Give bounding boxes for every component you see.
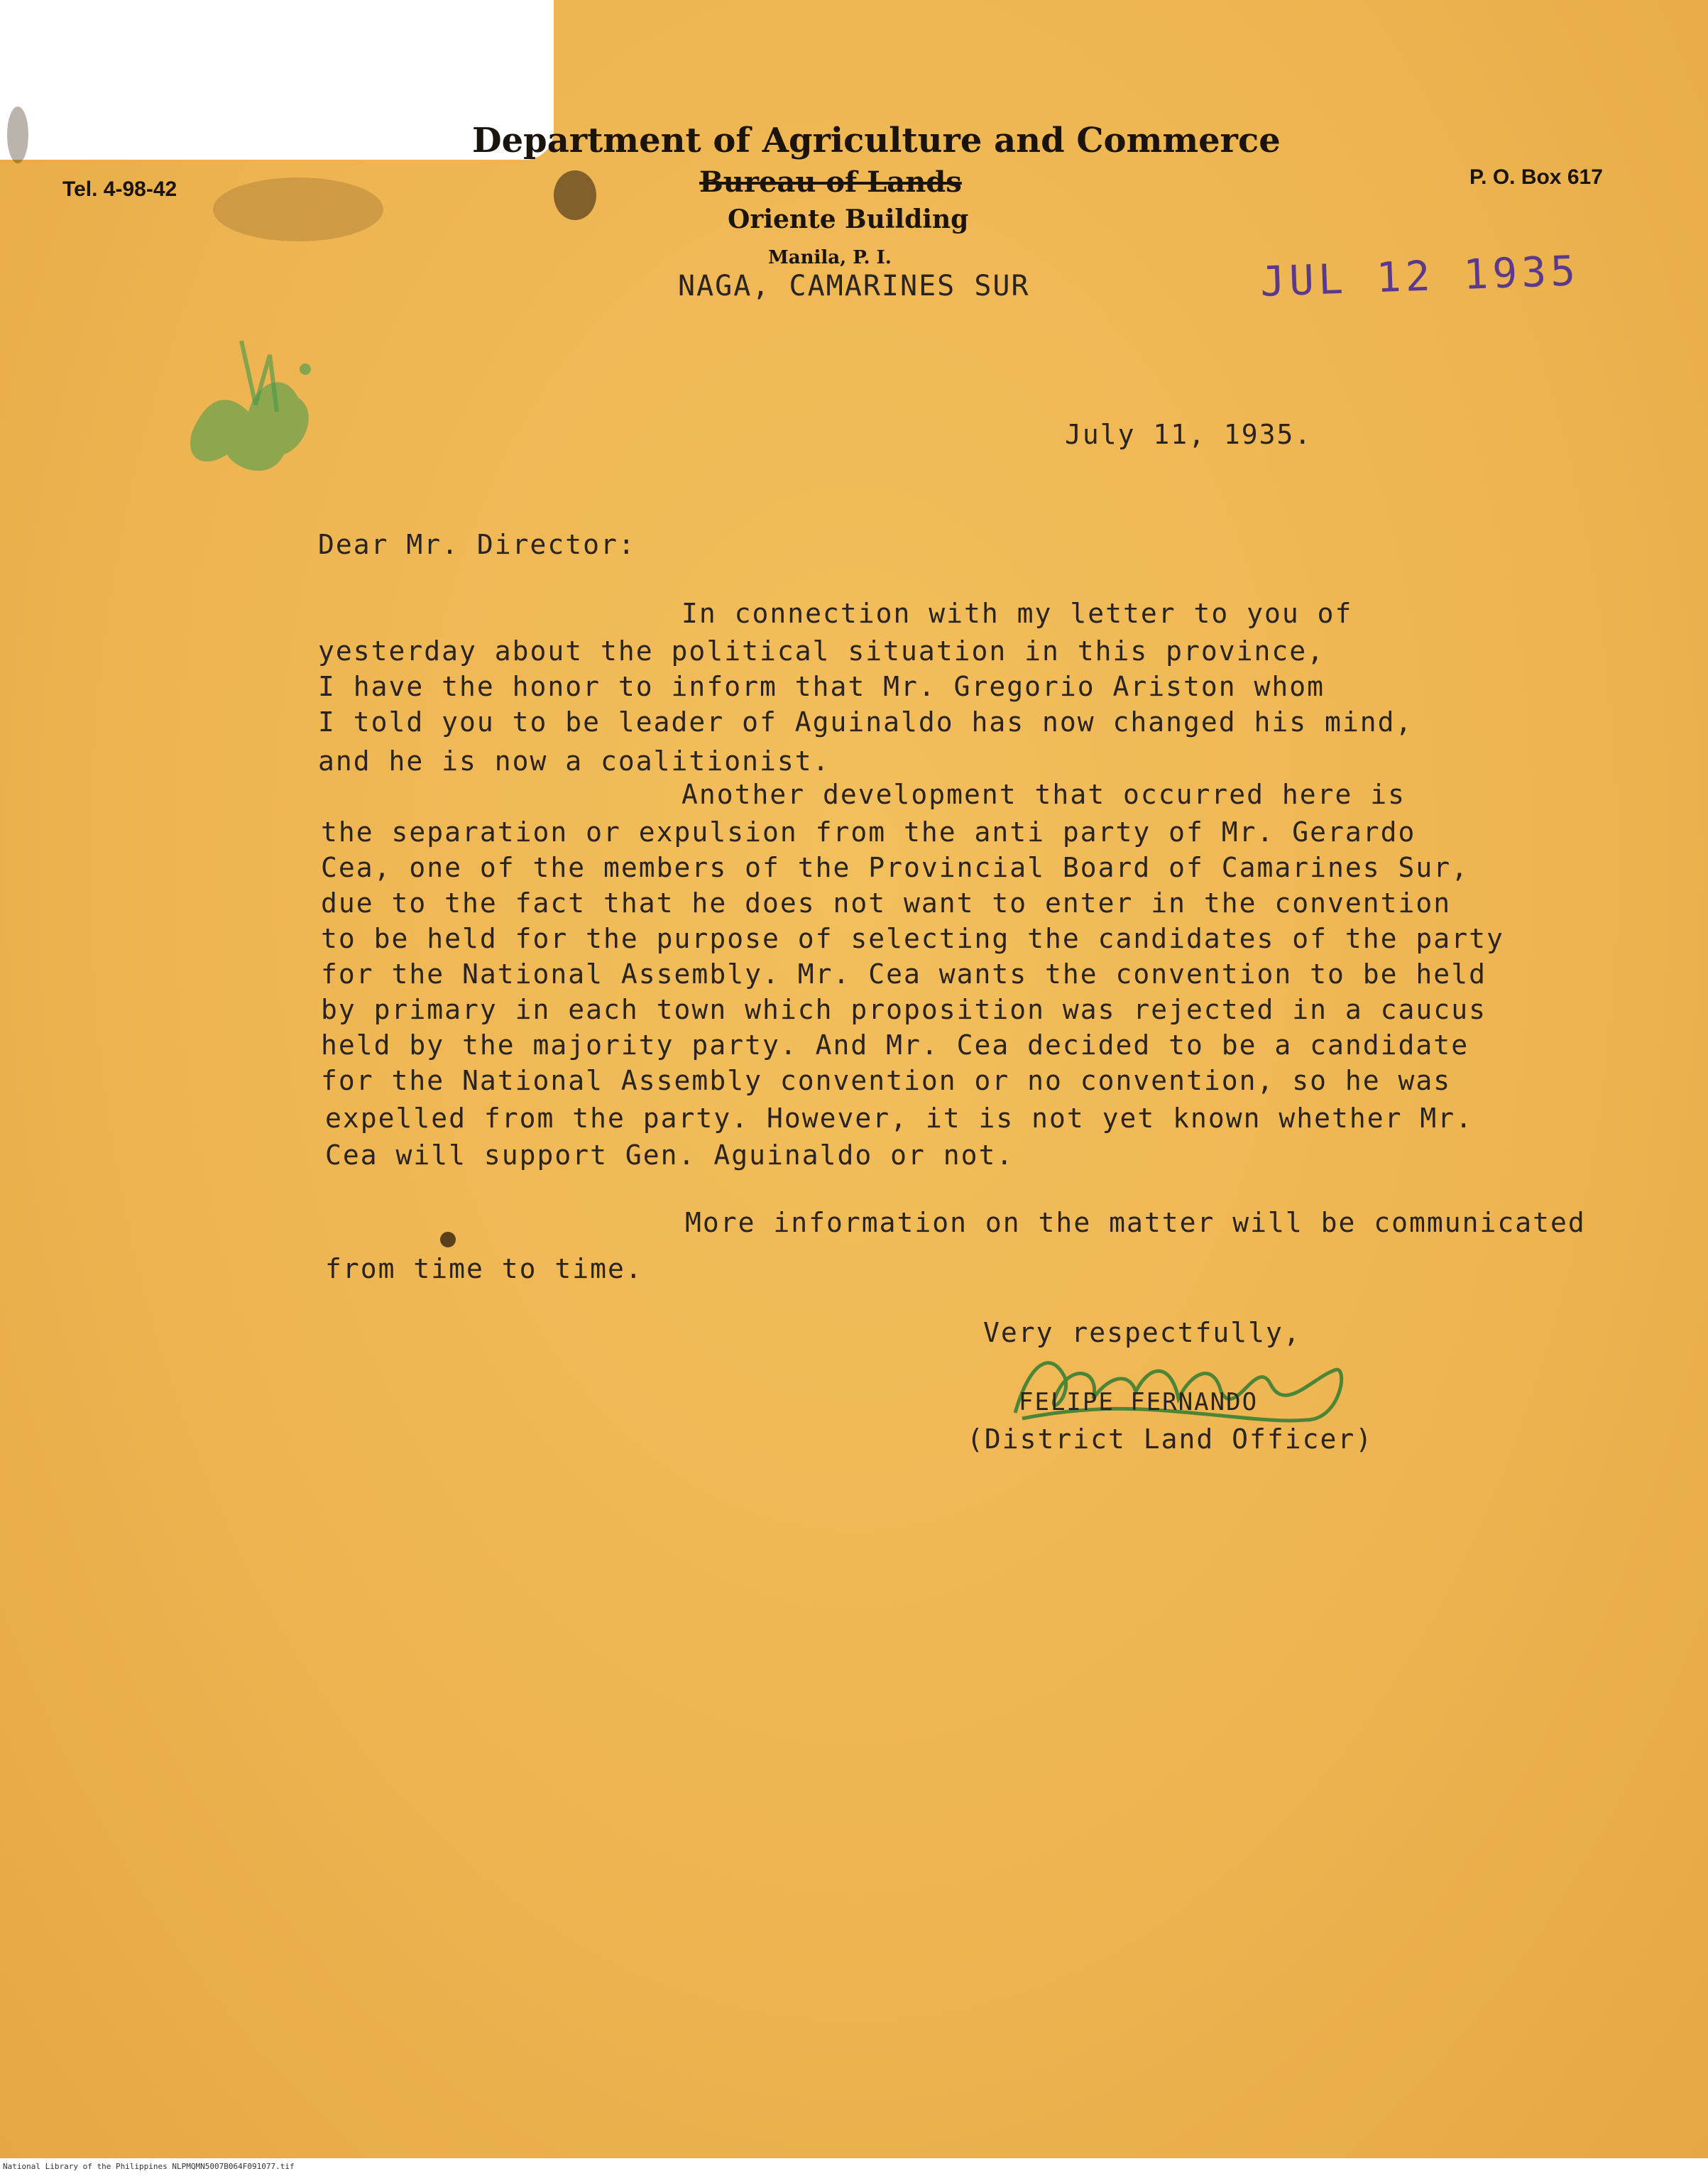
letterhead-tel: Tel. 4-98-42 [62, 177, 177, 201]
ink-stain [7, 106, 28, 163]
paragraph-line: for the National Assembly. Mr. Cea wants the convention to be held [321, 958, 1487, 990]
letterhead-department: Department of Agriculture and Commerce [472, 121, 1281, 160]
green-ink-smudge [163, 327, 348, 497]
paragraph-line: from time to time. [325, 1253, 643, 1284]
letter-date: July 11, 1935. [1065, 419, 1313, 450]
paragraph-line: yesterday about the political situation in this province, [318, 635, 1325, 667]
paragraph-line: Cea, one of the members of the Provincial Board of Camarines Sur, [321, 852, 1469, 883]
signer-name: FELIPE FERNANDO [1019, 1388, 1259, 1416]
paragraph-line: by primary in each town which proposition was rejected in a caucus [321, 994, 1487, 1025]
paragraph-line: held by the majority party. And Mr. Cea decided to be a candidate [321, 1029, 1469, 1061]
closing: Very respectfully, [983, 1317, 1301, 1348]
signer-title: (District Land Officer) [967, 1423, 1374, 1455]
paragraph-line: to be held for the purpose of selecting the candidates of the party [321, 923, 1504, 954]
archive-caption: National Library of the Philippines NLPMQMN5007B064F091077.tif [3, 2162, 295, 2171]
paragraph-line: More information on the matter will be communicated [685, 1207, 1586, 1238]
paragraph-line: I told you to be leader of Aguinaldo has now changed his mind, [318, 706, 1413, 738]
salutation: Dear Mr. Director: [318, 529, 636, 560]
paragraph-line: expelled from the party. However, it is not yet known whether Mr. [325, 1103, 1474, 1134]
handwritten-signature [1001, 1335, 1356, 1434]
paragraph-line: due to the fact that he does not want to enter in the convention [321, 887, 1452, 919]
letterhead-po-box: P. O. Box 617 [1469, 165, 1603, 189]
received-date-stamp: JUL 12 1935 [1259, 246, 1581, 306]
paragraph-line: and he is now a coalitionist. [318, 745, 831, 777]
paragraph-line: the separation or expulsion from the anti party of Mr. Gerardo [321, 816, 1416, 848]
paragraph-line: Cea will support Gen. Aguinaldo or not. [325, 1139, 1014, 1171]
paragraph-line: I have the honor to inform that Mr. Gregorio Ariston whom [318, 671, 1325, 702]
ink-stain [213, 177, 383, 241]
paragraph-line: for the National Assembly convention or no convention, so he was [321, 1065, 1452, 1096]
ink-stain [554, 170, 596, 220]
torn-corner [0, 0, 554, 160]
paragraph-line: Another development that occurred here is [681, 779, 1406, 810]
letterhead-office: NAGA, CAMARINES SUR [678, 270, 1030, 302]
ink-stain [440, 1232, 456, 1247]
paragraph-line: In connection with my letter to you of [681, 598, 1353, 629]
letterhead-city: Manila, P. I. [768, 247, 892, 268]
letterhead-building: Oriente Building [728, 204, 969, 234]
letterhead-bureau: Bureau of Lands [699, 165, 962, 199]
